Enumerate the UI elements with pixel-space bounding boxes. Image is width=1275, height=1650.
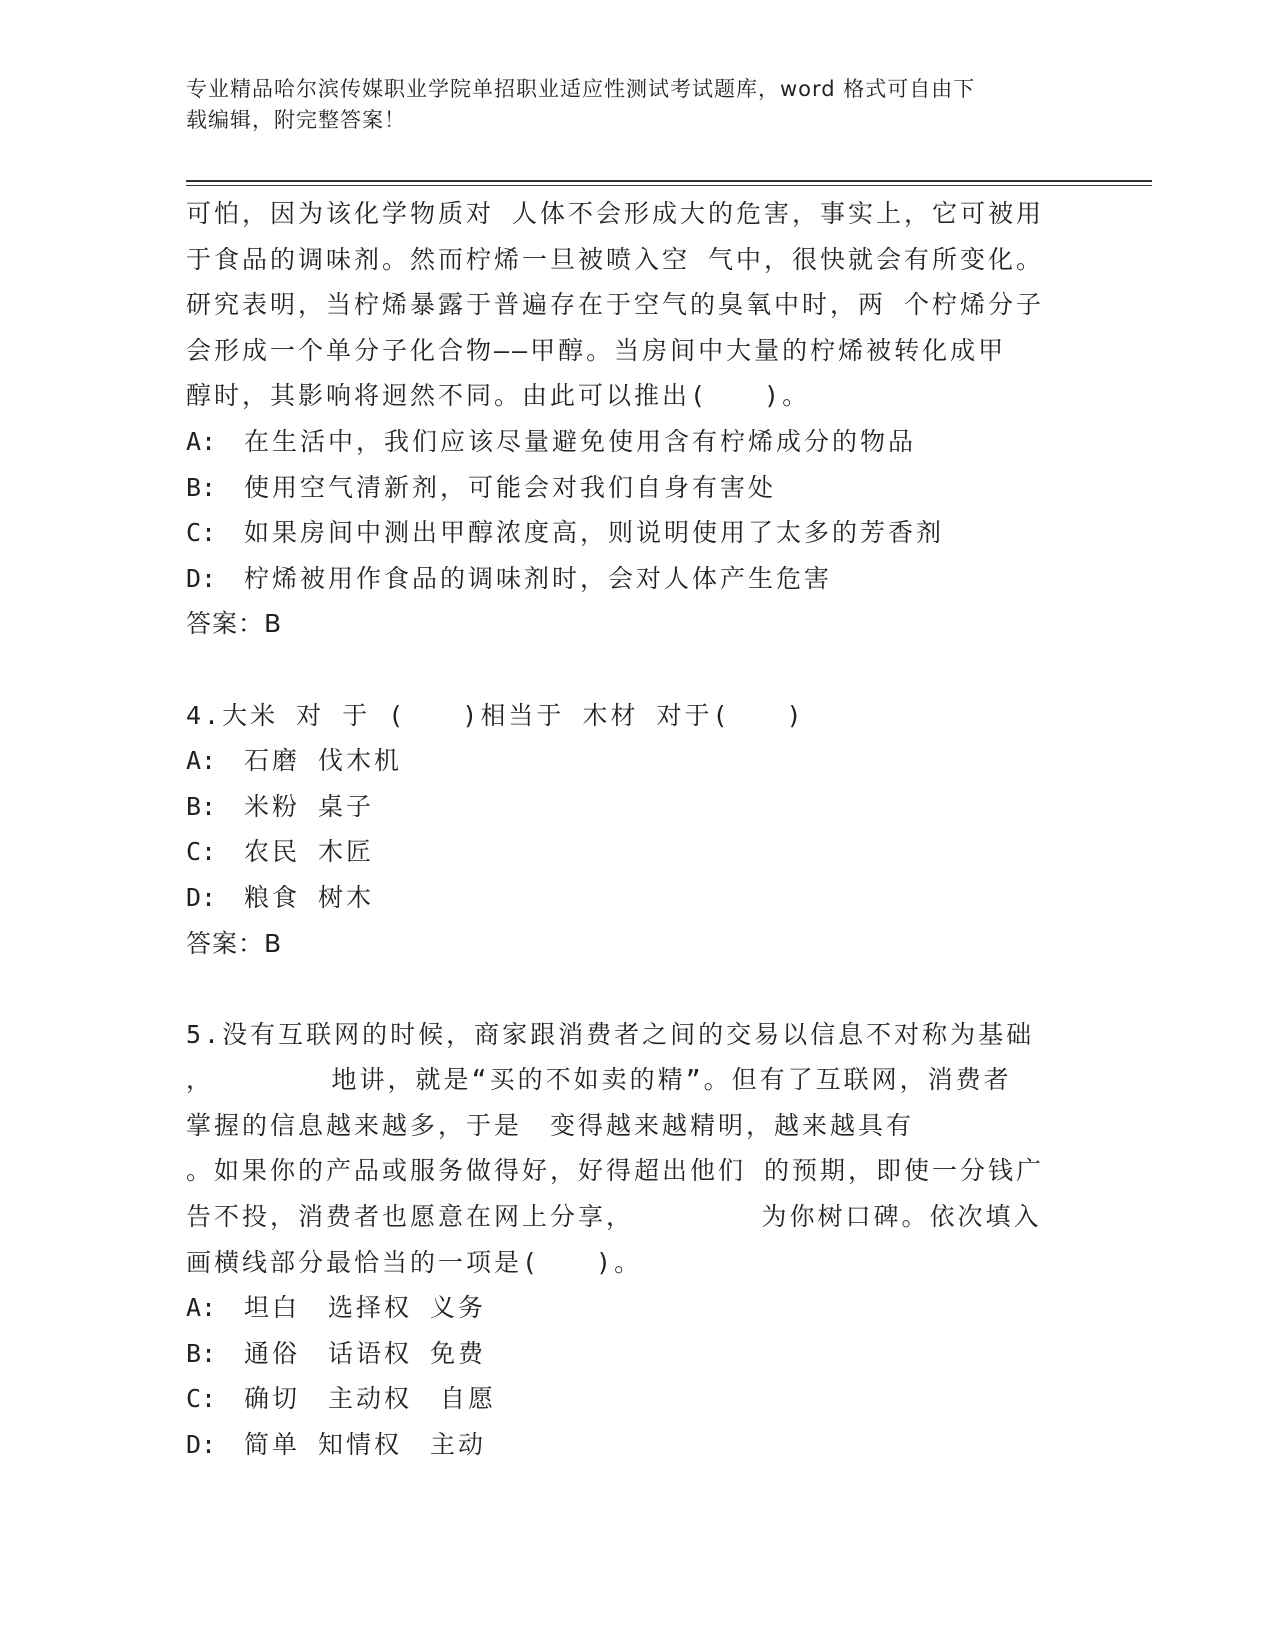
option-text: 使用空气清新剂，可能会对我们自身有害处 — [244, 472, 777, 502]
question-5 — [186, 1012, 1086, 1468]
header-rule-thick — [186, 180, 1152, 182]
option-b — [186, 1331, 1086, 1377]
option-label: C: — [186, 1384, 217, 1414]
question-3-line-2: 于食品的调味剂。然而柠烯一旦被喷入空 气中，很快就会有所变化。 — [186, 244, 1045, 274]
header-line-2: 载编辑，附完整答案！ — [186, 108, 406, 132]
spacer — [186, 647, 1086, 693]
option-label: A: — [186, 426, 217, 456]
spacer — [186, 966, 1086, 1012]
answer: 答案：B — [186, 928, 283, 958]
question-5-line-3: 掌握的信息越来越多，于是 变得越来越精明，越来越具有 — [186, 1110, 915, 1140]
question-5-line-2: ， 地讲，就是“买的不如卖的精”。但有了互联网，消费者 — [186, 1065, 1012, 1095]
option-b — [186, 465, 1086, 511]
question-3-line-1: 可怕，因为该化学物质对 人体不会形成大的危害，事实上，它可被用 — [186, 199, 1045, 228]
option-c — [186, 510, 1086, 556]
option-text: 坦白 选择权 义务 — [244, 1293, 487, 1323]
option-text: 农民 木匠 — [244, 837, 375, 867]
option-label: D: — [186, 1430, 217, 1460]
question-5-line-5: 告不投，消费者也愿意在网上分享， 为你树口碑。依次填入 — [186, 1202, 1042, 1232]
option-text: 如果房间中测出甲醇浓度高，则说明使用了太多的芳香剂 — [244, 518, 945, 548]
question-content — [186, 191, 1086, 1468]
option-text: 在生活中，我们应该尽量避免使用含有柠烯成分的物品 — [244, 426, 917, 456]
option-text: 柠烯被用作食品的调味剂时，会对人体产生危害 — [244, 563, 833, 593]
option-text: 粮食 树木 — [244, 882, 375, 912]
option-label: B: — [186, 472, 217, 502]
option-label: C: — [186, 518, 217, 548]
option-c — [186, 1376, 1086, 1422]
page-header — [186, 74, 1066, 136]
option-label: C: — [186, 837, 217, 867]
option-text: 米粉 桌子 — [244, 791, 375, 821]
question-3-line-5: 醇时，其影响将迥然不同。由此可以推出( )。 — [186, 381, 811, 411]
question-4 — [186, 693, 1086, 967]
option-label: A: — [186, 746, 217, 776]
option-text: 简单 知情权 主动 — [244, 1430, 487, 1460]
option-a — [186, 1285, 1086, 1331]
answer: 答案：B — [186, 609, 283, 639]
option-label: A: — [186, 1293, 217, 1323]
question-3 — [186, 191, 1086, 647]
header-line-1: 专业精品哈尔滨传媒职业学院单招职业适应性测试考试题库，word 格式可自由下 — [186, 77, 976, 101]
option-d — [186, 875, 1086, 921]
question-5-line-6: 画横线部分最恰当的一项是( )。 — [186, 1247, 643, 1277]
header-rule-thin — [186, 185, 1152, 186]
option-d — [186, 1422, 1086, 1468]
option-text: 通俗 话语权 免费 — [244, 1338, 487, 1368]
option-a — [186, 738, 1086, 784]
option-label: D: — [186, 882, 217, 912]
option-a — [186, 419, 1086, 465]
option-c — [186, 829, 1086, 875]
option-text: 确切 主动权 自愿 — [244, 1384, 497, 1414]
option-d — [186, 556, 1086, 602]
option-label: B: — [186, 791, 217, 821]
option-label: D: — [186, 563, 217, 593]
question-3-line-4: 会形成一个单分子化合物——甲醇。当房间中大量的柠烯被转化成甲 — [186, 335, 1007, 365]
option-label: B: — [186, 1338, 217, 1368]
option-text: 石磨 伐木机 — [244, 746, 403, 776]
question-5-line-4: 。如果你的产品或服务做得好，好得超出他们 的预期，即使一分钱广 — [186, 1156, 1045, 1186]
option-b — [186, 784, 1086, 830]
question-5-line-1: 5.没有互联网的时候，商家跟消费者之间的交易以信息不对称为基础 — [186, 1019, 1035, 1049]
question-4-stem: 4.大米 对 于 ( )相当于 木材 对于( ) — [186, 700, 805, 730]
question-3-line-3: 研究表明，当柠烯暴露于普遍存在于空气的臭氧中时，两 个柠烯分子 — [186, 290, 1045, 320]
